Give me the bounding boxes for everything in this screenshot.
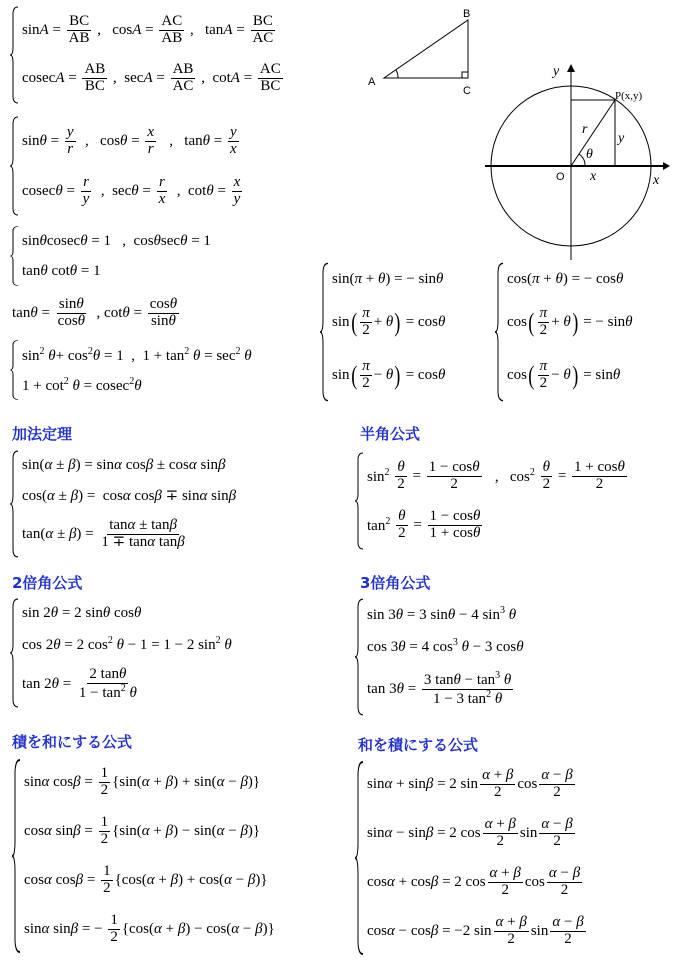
triangle-definitions: sinA = $\frac{BC}{AB}$ , cosA = $\frac{AC}{AB}$ , tanA = $\frac{BC}{AC}$ cosecA = $\frac{AB}{BC}$ , secA = $\frac{AB}{AC}$ , cotA = $\frac{AC}{BC}$: [10, 6, 350, 104]
x-axis-label: x: [653, 173, 660, 188]
pythagorean-identities: $\sin^2 \theta+ \cos^2\theta = 1$ , $1 + \tan^2 \theta = \sec^2 \theta$ $1 + \cot^2 \theta = cosec^2\theta$: [10, 340, 320, 400]
heading-half-angle: 半角公式: [360, 425, 421, 443]
vertex-a-label: A: [368, 76, 376, 88]
right-triangle-figure: [360, 5, 480, 100]
y-axis-label: y: [553, 64, 560, 79]
half-angle-formulas: $\sin^2$ $\frac{\theta}{2}$ = $\frac{1 - \cos\theta}{2}$ , $\cos^2$ $\frac{\theta}{2}$ = $\frac{1 + \cos\theta}{2}$ $\tan^2$ $\frac{\theta}{2}$ = $\frac{1 - \cos\theta}{1 + \cos\theta}$: [355, 452, 670, 550]
reciprocal-identities: sinθcosecθ = 1 , cosθsecθ = 1 tanθ cotθ = 1: [10, 226, 310, 286]
heading-triple-angle: 3倍角公式: [360, 574, 431, 592]
radius-label: r: [582, 122, 588, 137]
shift-identities-sin: sin(π + θ) = − sinθ sin ( π 2 + θ ) = cosθ sin ( π 2 − θ ) = cosθ: [320, 262, 490, 402]
quotient-identities: tanθ = $\frac{\sin\theta}{\cos\theta}$ , cotθ = $\frac{\cos\theta}{\sin\theta}$: [12, 295, 178, 329]
heading-addition: 加法定理: [12, 425, 73, 443]
unit-circle-figure: [485, 60, 670, 260]
shift-identities-cos: cos(π + θ) = − cosθ cos ( π 2 + θ ) = − sinθ cos ( π 2 − θ ) = sinθ: [495, 262, 670, 402]
theta-label: θ: [586, 147, 593, 162]
circle-definitions: sinθ = $\frac{y}{r}$ , cosθ = $\frac{x}{r}$ , tanθ = $\frac{y}{x}$ cosecθ = $\frac{r}{y}$ , secθ = $\frac{r}{x}$ , cotθ = $\frac{x}{y}$: [10, 116, 330, 216]
y-length-label: y: [618, 131, 625, 146]
point-p-label: P(x,y): [615, 90, 643, 102]
origin-label: O: [556, 171, 565, 183]
x-length-label: x: [590, 169, 597, 184]
heading-sum-to-product: 和を積にする公式: [358, 736, 479, 754]
sum-to-product-formulas: sinα + sinβ = 2 sin α + β 2 cos α − β 2 sinα − sinβ = 2 cos α + β 2 sin α − β 2 cosα + cosβ = 2 cos α + β 2 cos α − β 2 cosα − cosβ = −2 sin α + β 2 sin α − β 2: [355, 760, 670, 956]
addition-formulas: sin(α ± β) = sinα cosβ ± cosα sinβ cos(α ± β) = cosα cosβ ∓ sinα sinβ tan(α ± β) = $\frac{\tan\alpha \pm \tan\beta}{\text{1 ∓ tanα tanβ}}$: [10, 450, 310, 558]
triple-angle-formulas: sin 3θ = 3 sinθ − 4 $\sin^3 \theta$ cos 3θ = 4 $\cos^3 \theta - 3$ cosθ tan 3θ = $\frac{3 \tan\theta - \tan^3 \theta}{1 - 3 \tan^2 \theta}$: [355, 598, 655, 716]
heading-product-to-sum: 積を和にする公式: [12, 733, 133, 751]
double-angle-formulas: sin 2θ = 2 sinθ cosθ cos 2θ = 2 $\cos^2 \theta - 1 = 1 - 2$ $\sin^2 \theta$ tan 2θ = $\frac{2 \tan\theta}{1 - \tan^2 \theta}$: [10, 598, 310, 708]
vertex-b-label: B: [463, 8, 471, 20]
product-to-sum-formulas: sinα cosβ = $\frac{1}{2}$ {sin(α + β) + sin(α − β)} cosα sinβ = $\frac{1}{2}$ {sin(α + β) − sin(α − β)} cosα cosβ = $\frac{1}{2}$ {cos(α + β) + cos(α − β)} sinα sinβ = − $\frac{1}{2}$ {cos(α + β) − cos(α − β)}: [12, 758, 342, 954]
vertex-c-label: C: [463, 85, 471, 97]
heading-double-angle: 2倍角公式: [12, 574, 83, 592]
